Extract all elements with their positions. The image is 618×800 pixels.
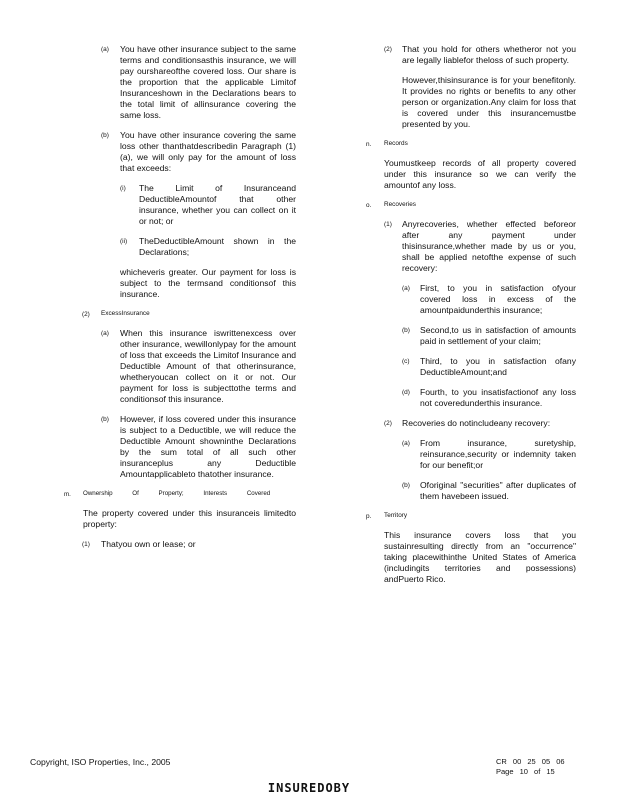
clause-text: Anyrecoveries, whether effected beforeor after any payment under thisinsurance,whether made by us or you, shall be applied netofthe expense of such recovery: [402, 219, 576, 273]
clause-o1 [384, 219, 576, 274]
page-number: Page 10 of 15 [496, 767, 555, 776]
heading-marker: m. [64, 491, 71, 498]
clause-marker: (b) [101, 416, 109, 423]
heading-marker: n. [366, 141, 372, 148]
clause-marker: (b) [101, 132, 109, 139]
heading-text: Records [384, 140, 408, 147]
ownership-paragraph: The property covered under this insuranceis limitedto property: [83, 508, 296, 529]
clause-text: Recoveries do notincludeany recovery: [402, 418, 551, 428]
clause-text: You have other insurance covering the same loss other thanthatdescribedin Paragraph (1)(a), we will only pay for the amount of loss that exceeds: [120, 130, 296, 173]
clause-1b [101, 130, 296, 174]
whichever-paragraph: whicheveris greater. Our payment for loss is subject to the termsand conditionsof this insurance. [120, 267, 296, 299]
clause-text: Fourth, to you insatisfactionof any loss not coveredunderthis insurance. [420, 387, 576, 408]
clause-text: When this insurance iswrittenexcess over other insurance, wewillonlypay for the amount of loss that exceeds the Limitof Insurance and Deductible Amount of that otherinsurance, whetheryoucan collect on it or not. Our payment for loss is subjecttothe terms and conditionsof this insurance. [120, 328, 296, 404]
clause-o1d [402, 387, 576, 409]
heading-text: ExcessInsurance [101, 310, 150, 317]
clause-o1c [402, 356, 576, 378]
heading-marker: o. [366, 202, 372, 209]
territory-heading [366, 511, 576, 522]
clause-marker: (a) [402, 285, 410, 292]
form-page-info [496, 757, 565, 777]
clause-marker: (b) [402, 482, 410, 489]
benefit-paragraph: However,thisinsurance is for your benefitonly. It provides no rights or benefits to any other person or organization.Any claim for loss that is covered under this insurancemustbe presented by you. [402, 75, 576, 129]
clause-marker: (c) [402, 358, 410, 365]
clause-o1b [402, 325, 576, 347]
clause-marker: (i) [120, 185, 126, 192]
right-column [366, 44, 576, 594]
heading-marker: (2) [82, 311, 90, 318]
clause-text: However, if loss covered under this insurance is subject to a Deductible, we will reduce the Deductible Amount showninthe Declarations by the sum total of all such other insuranceplus any Deductible Amountapplicableto thatother insurance. [120, 414, 296, 479]
clause-text: The Limit of Insuranceand DeductibleAmountof that other insurance, whether you can collect on it or not; or [139, 183, 296, 226]
clause-text: First, to you in satisfaction ofyour covered loss in excess of the amountpaidunderthis insurance; [420, 283, 576, 315]
heading-text: Ownership Of Property; Interests Covered [83, 490, 271, 497]
clause-marker: (a) [402, 440, 410, 447]
copyright-notice: Copyright, ISO Properties, Inc., 2005 [30, 757, 171, 767]
clause-text: From insurance, suretyship, reinsurance,security or indemnity taken for our benefit;or [420, 438, 576, 470]
clause-o2b [402, 480, 576, 502]
records-paragraph: Youmustkeep records of all property covered under this insurance so we can verify the amountof any loss. [384, 158, 576, 190]
clause-2b [101, 414, 296, 480]
clause-text: Third, to you in satisfaction ofany DeductibleAmount;and [420, 356, 576, 377]
clause-text: Oforiginal "securities" after duplicates of them havebeen issued. [420, 480, 576, 501]
clause-m2 [384, 44, 576, 66]
clause-text: That you hold for others whetheror not you are legally liablefor theloss of such property. [402, 44, 576, 65]
clause-marker: (1) [384, 221, 392, 228]
left-column [64, 44, 296, 559]
clause-o2a [402, 438, 576, 471]
clause-1a [101, 44, 296, 121]
clause-marker: (ii) [120, 238, 128, 245]
recoveries-heading [366, 200, 576, 211]
heading-text: Territory [384, 512, 408, 519]
excess-insurance-heading [82, 309, 296, 320]
clause-marker: (b) [402, 327, 410, 334]
clause-text: Second,to us in satisfaction of amounts paid in settlement of your claim; [420, 325, 576, 346]
clause-text: Thatyou own or lease; or [101, 539, 196, 549]
clause-1b-i [120, 183, 296, 227]
heading-marker: p. [366, 513, 372, 520]
clause-marker: (2) [384, 420, 392, 427]
clause-1b-ii [120, 236, 296, 258]
watermark: INSUREDOBY [267, 781, 351, 795]
clause-text: You have other insurance subject to the same terms and conditionsasthis insurance, we will pay ourshareofthe covered loss. Our share is the proportion that the applicable Limitof Insuranceshown in the Declarations bears to the total limit of allinsurance covering the same loss. [120, 44, 296, 120]
clause-m1 [82, 539, 296, 550]
clause-marker: (d) [402, 389, 410, 396]
clause-text: TheDeductibleAmount shown in the Declarations; [139, 236, 296, 257]
records-heading [366, 139, 576, 150]
clause-marker: (2) [384, 46, 392, 53]
clause-2a [101, 328, 296, 405]
form-number: CR 00 25 05 06 [496, 757, 565, 766]
clause-marker: (a) [101, 330, 109, 337]
territory-paragraph: This insurance covers loss that you sustainresulting directly from an "occurrence" taking placewithinthe United States of America (includingits territories and possessions) andPuerto Rico. [384, 530, 576, 584]
clause-marker: (1) [82, 541, 90, 548]
ownership-heading [64, 489, 296, 500]
heading-text: Recoveries [384, 201, 416, 208]
clause-o1a [402, 283, 576, 316]
clause-marker: (a) [101, 46, 109, 53]
clause-o2 [384, 418, 576, 429]
